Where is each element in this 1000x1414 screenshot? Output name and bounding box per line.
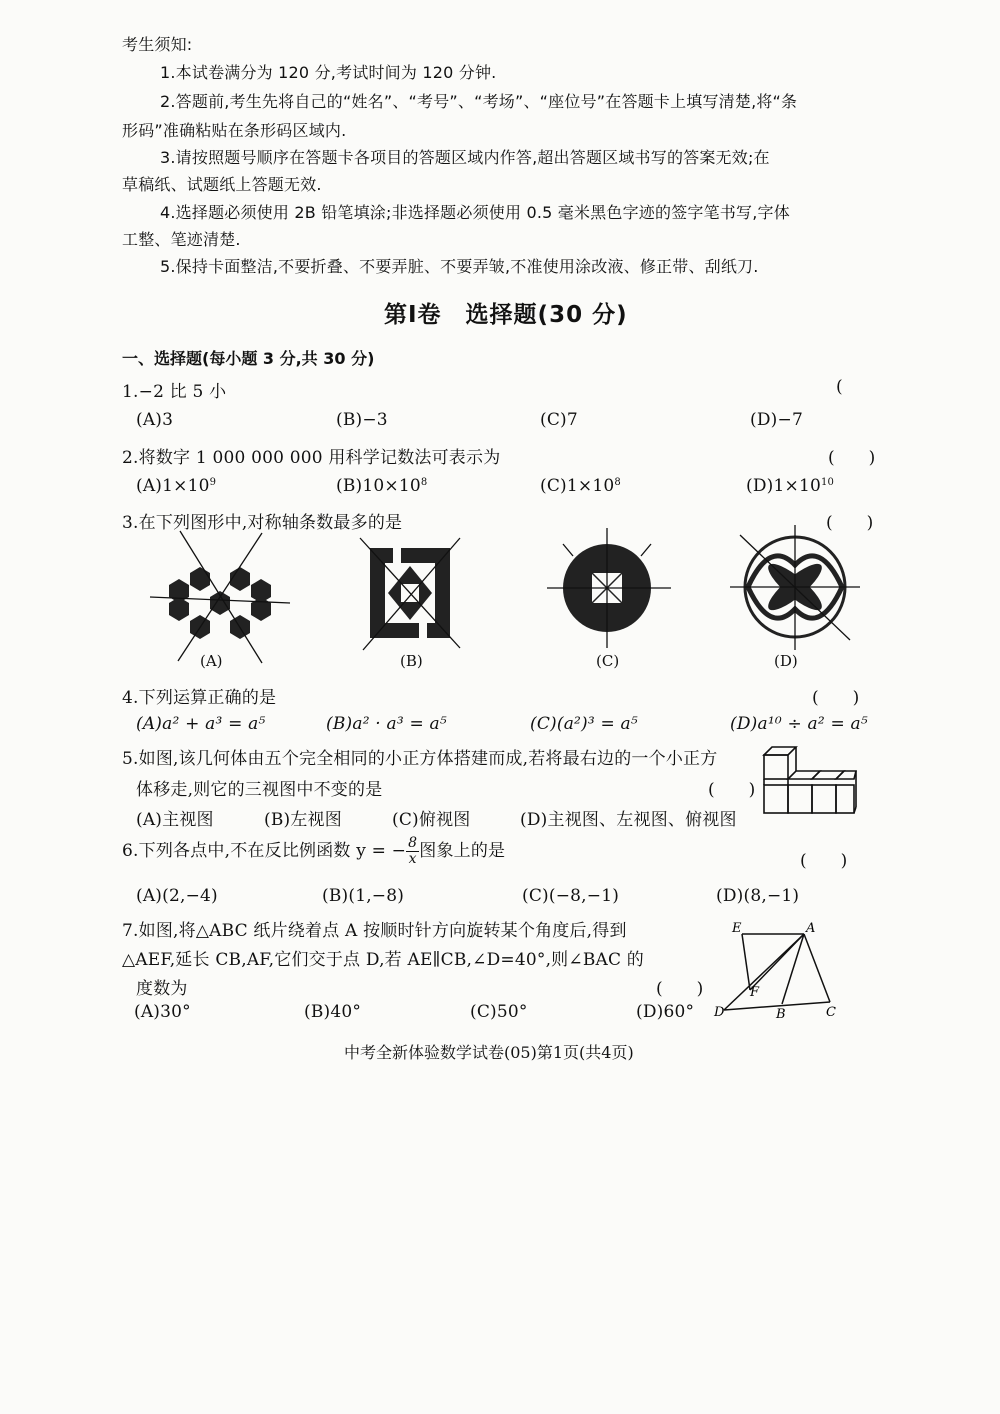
q4-option-c: (C)(a²)³ = a⁵ [530, 714, 638, 734]
q7-answer-bracket: ( ) [656, 979, 704, 999]
page-footer: 中考全新体验数学试卷(05)第1页(共4页) [344, 1043, 634, 1062]
q4-answer-bracket: ( ) [812, 688, 860, 708]
q7-option-b: (B)40° [304, 1002, 362, 1022]
q5-stem-line1: 5.如图,该几何体由五个完全相同的小正方体搭建而成,若将最右边的一个小正方 [122, 749, 718, 769]
q2-answer-bracket: ( ) [828, 448, 876, 468]
q7-option-c: (C)50° [470, 1002, 528, 1022]
q7-stem-line2: △AEF,延长 CB,AF,它们交于点 D,若 AE∥CB,∠D=40°,则∠BAC 的 [122, 950, 645, 970]
part-heading: 一、选择题(每小题 3 分,共 30 分) [122, 349, 375, 368]
q5-option-a: (A)主视图 [136, 810, 214, 830]
notice-item-4: 4.选择题必须使用 2B 铅笔填涂;非选择题必须使用 0.5 毫米黑色字迹的签字笔书写,字体 [160, 203, 790, 222]
q3-label-a: (A) [200, 652, 223, 670]
q2-option-b: $(B)10\times 10^8$ [336, 476, 428, 496]
q3-figure-c [545, 528, 675, 648]
q1-stem: 1.−2 比 5 小 [122, 382, 227, 402]
q5-answer-bracket: ( ) [708, 780, 756, 800]
q7-point-a: A [806, 921, 816, 936]
q7-point-c: C [826, 1005, 836, 1020]
q3-figure-b [355, 528, 465, 658]
q7-point-f: F [750, 985, 760, 1000]
q7-option-d: (D)60° [636, 1002, 695, 1022]
q3-answer-bracket: ( ) [826, 513, 874, 533]
notice-item-2: 2.答题前,考生先将自己的“姓名”、“考号”、“考场”、“座位号”在答题卡上填写清楚,将“条 [160, 92, 798, 111]
q2-option-c: $(C)1\times 10^8$ [540, 476, 621, 496]
q5-stem-line2: 体移走,则它的三视图中不变的是 [136, 780, 383, 800]
q7-point-e: E [732, 921, 742, 936]
q3-label-b: (B) [400, 652, 423, 670]
q3-label-d: (D) [774, 652, 798, 670]
notice-item-4-cont: 工整、笔迹清楚. [122, 230, 241, 249]
q3-stem: 3.在下列图形中,对称轴条数最多的是 [122, 513, 403, 533]
notice-item-3-cont: 草稿纸、试题纸上答题无效. [122, 175, 322, 194]
notice-item-5: 5.保持卡面整洁,不要折叠、不要弄脏、不要弄皱,不准使用涂改液、修正带、刮纸刀. [160, 257, 759, 276]
q1-option-c: (C)7 [540, 410, 578, 430]
q2-option-a: $(A)1\times 10^9$ [136, 476, 217, 496]
notice-heading: 考生须知: [122, 35, 193, 54]
q3-label-c: (C) [596, 652, 620, 670]
q6-option-a: (A)(2,−4) [136, 886, 218, 906]
notice-item-1: 1.本试卷满分为 120 分,考试时间为 120 分钟. [160, 63, 497, 82]
q5-option-d: (D)主视图、左视图、俯视图 [520, 810, 737, 830]
q4-option-b: (B)a² · a³ = a⁵ [326, 714, 447, 734]
q7-point-d: D [714, 1005, 725, 1020]
q7-stem-line1: 7.如图,将△ABC 纸片绕着点 A 按顺时针方向旋转某个角度后,得到 [122, 921, 627, 941]
q1-answer-bracket: ( [836, 377, 843, 397]
q7-triangle-figure [714, 918, 850, 1022]
q5-option-b: (B)左视图 [264, 810, 342, 830]
q1-option-a: (A)3 [136, 410, 174, 430]
q6-answer-bracket: ( ) [800, 851, 848, 871]
q6-fraction: $\frac{8}{x}$ [408, 835, 418, 867]
q3-figure-a [140, 525, 300, 665]
q7-stem-line3: 度数为 [136, 979, 188, 999]
q6-option-c: (C)(−8,−1) [522, 886, 620, 906]
q6-option-d: (D)(8,−1) [716, 886, 800, 906]
notice-item-3: 3.请按照题号顺序在答题卡各项目的答题区域内作答,超出答题区域书写的答案无效;在 [160, 148, 770, 167]
q6-stem: 6.下列各点中,不在反比例函数 y = − $\frac{8}{x}$ 图象上的是 [122, 835, 506, 867]
q6-option-b: (B)(1,−8) [322, 886, 405, 906]
q4-option-d: (D)a¹⁰ ÷ a² = a⁵ [730, 714, 868, 734]
q5-option-c: (C)俯视图 [392, 810, 471, 830]
q4-stem: 4.下列运算正确的是 [122, 688, 277, 708]
q1-option-d: (D)−7 [750, 410, 803, 430]
q7-point-b: B [776, 1007, 786, 1022]
q7-option-a: (A)30° [134, 1002, 191, 1022]
q2-stem: 2.将数字 1 000 000 000 用科学记数法可表示为 [122, 448, 501, 468]
q3-figure-d [730, 525, 860, 650]
section-title: 第Ⅰ卷 选择题(30 分) [384, 302, 628, 328]
q1-option-b: (B)−3 [336, 410, 388, 430]
q5-cubes-figure [758, 745, 862, 821]
notice-item-2-cont: 形码”准确粘贴在条形码区域内. [122, 121, 347, 140]
q4-option-a: (A)a² + a³ = a⁵ [136, 714, 266, 734]
q2-option-d: $(D)1\times 10^{10}$ [746, 476, 835, 496]
